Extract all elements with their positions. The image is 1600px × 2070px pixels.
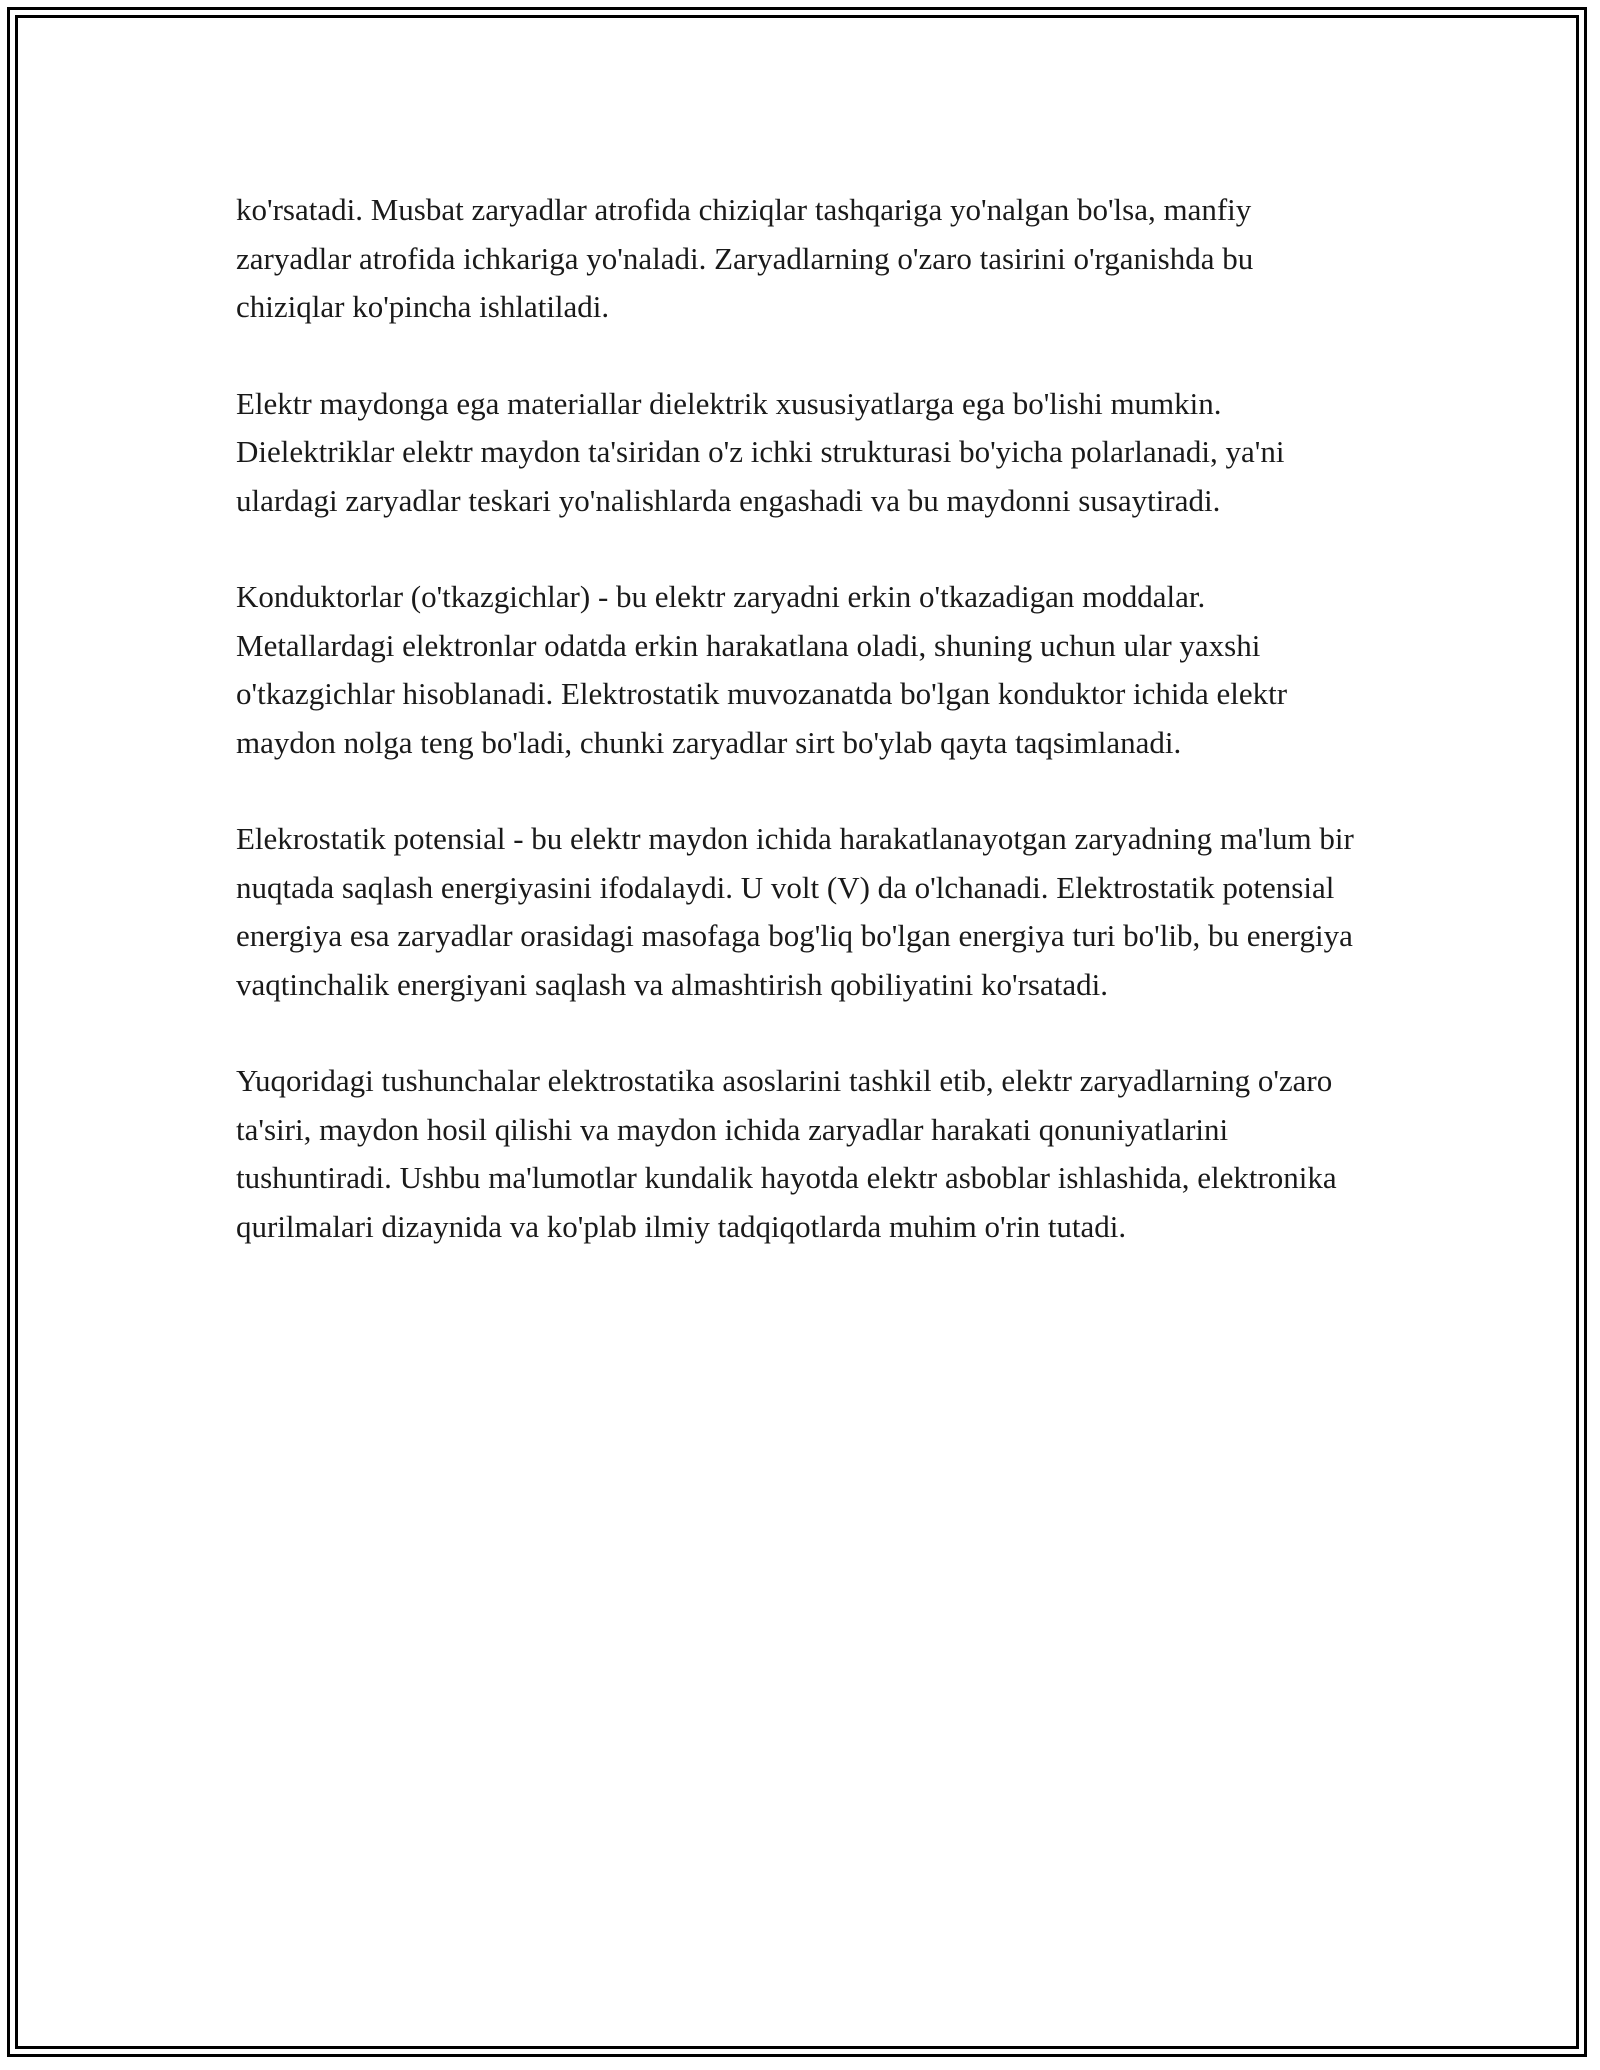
- paragraph-conductors: Konduktorlar (o'tkazgichlar) - bu elektr zaryadni erkin o'tkazadigan moddalar. Metallardagi elektronlar odatda erkin harakatlana oladi, shuning uchun ular yaxshi o'tkazgichlar hisoblanadi. Elektrostatik muvozanatda bo'lgan konduktor ichida elektr maydon nolga teng bo'ladi, chunki zaryadlar sirt bo'ylab qayta taqsimlanadi.: [236, 579, 1288, 760]
- paragraph-electrostatic-potential: Elekrostatik potensial - bu elektr maydon ichida harakatlanayotgan zaryadning ma'lum bir nuqtada saqlash energiyasini ifodalaydi. U volt (V) da o'lchanadi. Elektrostatik potensial energiya esa zaryadlar orasidagi masofaga bog'liq bo'lgan energiya turi bo'lib, bu energiya vaqtinchalik energiyani saqlash va almashtirish qobiliyatini ko'rsatadi.: [236, 821, 1354, 1002]
- paragraph-field-lines: ko'rsatadi. Musbat zaryadlar atrofida chiziqlar tashqariga yo'nalgan bo'lsa, manfiy zaryadlar atrofida ichkariga yo'naladi. Zaryadlarning o'zaro tasirini o'rganishda bu chiziqlar ko'pincha ishlatiladi.: [236, 192, 1254, 324]
- paragraph-dielectrics: Elektr maydonga ega materiallar dielektrik xususiyatlarga ega bo'lishi mumkin. Dielektriklar elektr maydon ta'siridan o'z ichki strukturasi bo'yicha polarlanadi, ya'ni ulardagi zaryadlar teskari yo'nalishlarda engashadi va bu maydonni susaytiradi.: [236, 385, 1285, 518]
- paragraph-conclusion: Yuqoridagi tushunchalar elektrostatika asoslarini tashkil etib, elektr zaryadlarning o'zaro ta'siri, maydon hosil qilishi va maydon ichida zaryadlar harakati qonuniyatlarini tushuntiradi. Ushbu ma'lumotlar kundalik hayotda elektr asboblar ishlashida, elektronika qurilmalari dizaynida va ko'plab ilmiy tadqiqotlarda muhim o'rin tutadi.: [236, 1063, 1337, 1244]
- document-body: [236, 186, 1366, 1299]
